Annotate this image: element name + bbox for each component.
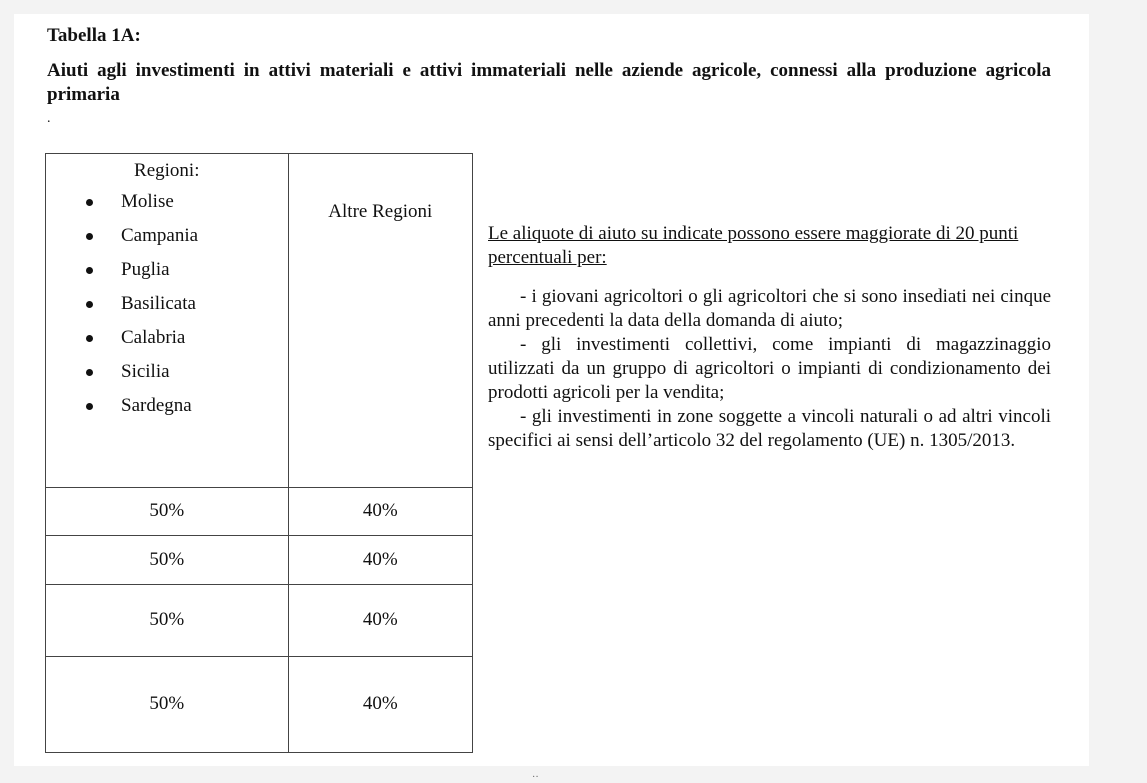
document-heading: Aiuti agli investimenti in attivi materiali e attivi immateriali nelle aziende agricole, connessi alla produzione agricola primaria [47,60,1051,105]
table-label: Tabella 1A: [47,25,141,46]
region-item [46,393,288,427]
region-name: Puglia [121,259,170,280]
bullet-icon [86,369,93,376]
note-item: - gli investimenti collettivi, come impianti di magazzinaggio utilizzati da un gruppo di agricoltori o impianti di condizionamento dei prodotti agricoli per la vendita; [488,334,1051,403]
region-item [46,257,288,291]
table-row [46,656,473,752]
increase-note [488,222,1051,453]
rate-cell-regions: 50% [46,656,289,752]
rate-cell-other: 40% [288,584,472,656]
rate-cell-regions: 50% [46,487,289,535]
rate-cell-regions: 50% [46,584,289,656]
table-row [46,535,473,584]
bullet-icon [86,403,93,410]
region-list [46,189,288,427]
separator-dot: . [47,111,51,126]
region-name: Sicilia [121,361,170,382]
region-name: Sardegna [121,395,192,416]
page-footer-mark: ·· [532,772,539,783]
region-item [46,189,288,223]
aid-rates-table [45,153,473,753]
rate-cell-other: 40% [288,656,472,752]
bullet-icon [86,301,93,308]
note-item: - i giovani agricoltori o gli agricoltori che si sono insediati nei cinque anni precedenti la data della domanda di aiuto; [488,286,1051,331]
region-name: Molise [121,191,174,212]
bullet-icon [86,233,93,240]
table-row [46,584,473,656]
bullet-icon [86,335,93,342]
region-item [46,325,288,359]
bullet-icon [86,199,93,206]
region-name: Campania [121,225,199,246]
rate-cell-regions: 50% [46,535,289,584]
bullet-icon [86,267,93,274]
regions-title: Regioni: [134,160,200,181]
region-item [46,291,288,325]
note-intro: Le aliquote di aiuto su indicate possono essere maggiorate di 20 punti percentuali per: [488,223,1019,268]
rate-cell-other: 40% [288,535,472,584]
other-regions-header-cell [288,154,472,488]
rate-cell-other: 40% [288,487,472,535]
regions-header-cell [46,154,289,488]
region-item [46,223,288,257]
region-item [46,359,288,393]
region-name: Basilicata [121,293,196,314]
other-regions-title: Altre Regioni [328,201,433,222]
table-header-row [46,154,473,488]
note-item: - gli investimenti in zone soggette a vincoli naturali o ad altri vincoli specifici ai sensi dell’articolo 32 del regolamento (UE) n. 1305/2013. [488,406,1051,451]
table-row [46,487,473,535]
region-name: Calabria [121,327,186,348]
